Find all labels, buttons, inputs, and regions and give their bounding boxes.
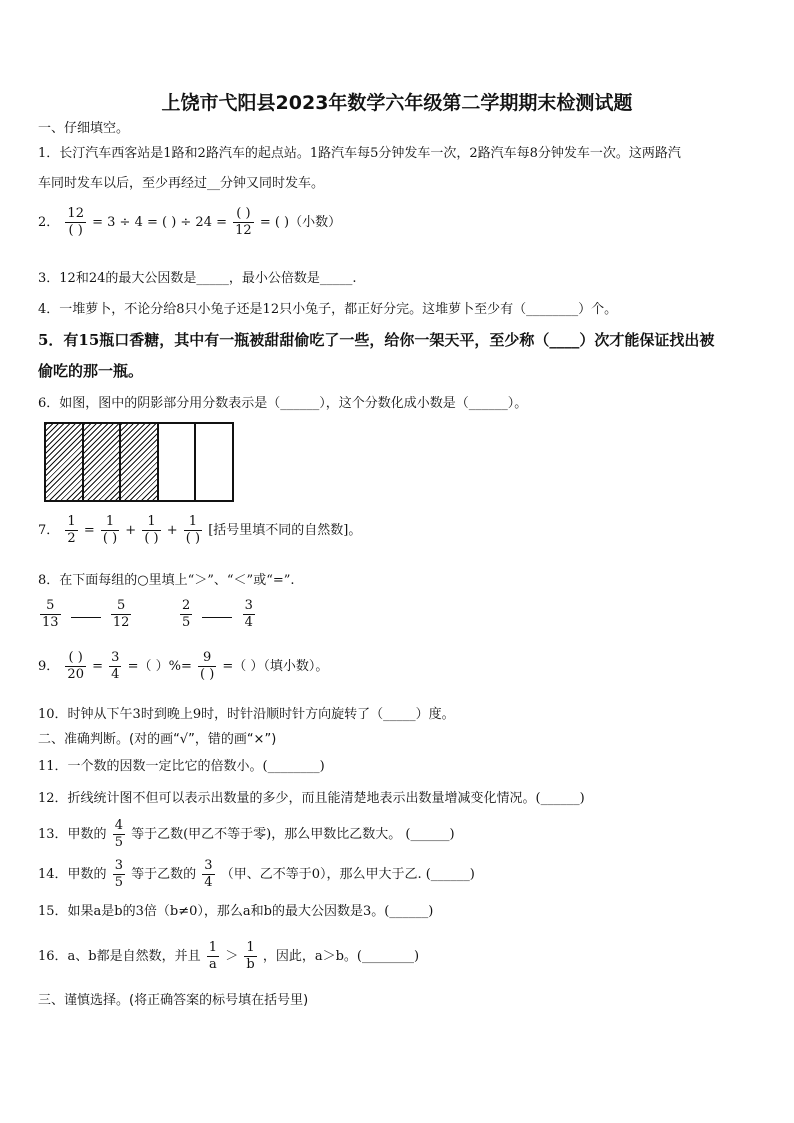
question-1-line-1: 1．长汀汽车西客站是1路和2路汽车的起点站。1路汽车每5分钟发车一次，2路汽车每8分钟发车一次。这两路汽 [38,146,681,161]
denominator: 5 [114,835,123,850]
section-3-heading: 三、谨慎选择。(将正确答案的标号填在括号里) [38,993,309,1008]
denominator: ( ) [144,531,159,546]
question-12: 12．折线统计图不但可以表示出数量的多少，而且能清楚地表示出数量增减变化情况。(______) [38,791,585,806]
comparison-pair-1 [38,598,133,631]
answer-blank[interactable] [71,617,101,618]
fraction [207,940,219,973]
shaded-part [84,424,122,500]
page-title: 上饶市弋阳县2023年数学六年级第二学期期末检测试题 [161,92,633,114]
fraction [111,598,132,631]
denominator: 4 [204,875,213,890]
question-10: 10．时钟从下午3时到晚上9时，时针沿顺时针方向旋转了（_____）度。 [38,707,455,722]
denominator: 5 [182,615,191,630]
question-15: 15．如果a是b的3倍（b≠0），那么a和b的最大公因数是3。(______) [38,904,434,919]
question-9-number: 9． [38,659,60,674]
denominator: 12 [235,223,252,238]
unshaded-part [159,424,197,500]
greater-than-sign: ＞ [225,949,239,964]
numerator: 5 [40,598,61,615]
question-8: 8．在下面每组的○里填上“＞”、“＜”或“=”. [38,573,295,588]
fraction [198,650,216,683]
fraction [65,206,86,239]
numerator: 4 [114,818,123,833]
answer-blank[interactable] [202,617,232,618]
fraction [142,514,160,547]
question-13-tail: 等于乙数(甲乙不等于零)，那么甲数比乙数大。 (______) [131,827,455,842]
shaded-part [121,424,159,500]
shaded-part [46,424,84,500]
numerator: 3 [111,650,120,665]
fraction [184,514,202,547]
fraction [113,858,125,891]
denominator: ( ) [199,667,215,682]
question-13-start: 13．甲数的 [38,827,107,842]
section-2-heading: 二、准确判断。(对的画“√”，错的画“×”) [38,732,277,747]
unshaded-part [196,424,232,500]
question-5-line-1: 5．有15瓶口香糖，其中有一瓶被甜甜偷吃了一些，给你一架天平，至少称（____）次才能保证找出被 [38,331,715,349]
fraction [244,940,256,973]
fraction [40,598,61,631]
section-1-heading: 一、仔细填空。 [38,121,130,136]
fraction [113,818,125,851]
question-1-line-2: 车同时发车以后，至少再经过__分钟又同时发车。 [38,176,325,191]
fraction [243,598,255,631]
question-7-tail: [括号里填不同的自然数]。 [208,523,362,538]
denominator: 13 [42,615,59,630]
numerator: 2 [182,598,191,613]
numerator: 1 [142,514,160,531]
question-9-tail: =（ ）（填小数）。 [222,659,329,674]
question-2-middle: = 3 ÷ 4 = ( ) ÷ 24 = [92,215,227,230]
question-14-tail: （甲、乙不等于0），那么甲大于乙. (______) [220,867,475,882]
question-14 [38,858,475,891]
denominator: 12 [112,615,130,630]
denominator: 4 [111,667,120,682]
denominator: 4 [244,615,253,630]
fraction [65,514,77,547]
numerator: 1 [244,940,256,957]
fraction [202,858,214,891]
question-16-tail: ，因此，a＞b。(________) [262,949,420,964]
numerator: ( ) [65,650,86,667]
denominator: ( ) [68,223,83,238]
numerator: 9 [198,650,216,667]
numerator: 3 [114,858,123,873]
denominator: 2 [67,531,76,546]
question-14-middle: 等于乙数的 [131,867,197,882]
fraction [65,650,86,683]
denominator: b [246,957,255,972]
numerator: 1 [184,514,202,531]
fraction [233,206,254,239]
comparison-pair-2 [178,598,257,631]
question-16 [38,940,419,973]
numerator: 1 [101,514,119,531]
question-9-middle: =（ ）%= [127,659,192,674]
question-3: 3．12和24的最大公因数是_____，最小公倍数是_____. [38,271,357,286]
numerator: 3 [204,858,213,873]
numerator: 3 [244,598,253,613]
question-2 [38,206,341,239]
fraction [180,598,192,631]
question-2-tail: = ( )（小数） [259,215,342,230]
shaded-fraction-figure [44,422,234,502]
denominator: 20 [67,667,84,682]
question-7: 7． $\frac{1}{2}$ = $\frac{1}{( )}$ + $\frac{1}{( )}$ + $\frac{1}{( )}$ [括号里填不同的自然数]。 [38,514,362,546]
fraction [109,650,121,683]
question-9: 9． $\frac{( )}{20}$ = $\frac{3}{4}$ =（ ）%= $\frac{9}{( )}$ =（ ）（填小数）。 [38,650,329,682]
denominator: 5 [114,875,123,890]
numerator: 1 [208,940,218,955]
question-5-line-2: 偷吃的那一瓶。 [38,362,144,380]
numerator: 12 [67,206,84,221]
question-6: 6．如图，图中的阴影部分用分数表示是（______），这个分数化成小数是（______）。 [38,396,528,411]
question-16-start: 16．a、b都是自然数，并且 [38,949,201,964]
denominator: ( ) [102,531,118,546]
denominator: a [209,957,217,972]
denominator: ( ) [185,531,201,546]
numerator: 1 [67,514,76,529]
question-4: 4．一堆萝卜，不论分给8只小兔子还是12只小兔子，都正好分完。这堆萝卜至少有（________）个。 [38,302,618,317]
question-13 [38,818,455,851]
numerator: ( ) [233,206,254,223]
question-14-start: 14．甲数的 [38,867,107,882]
question-7-number: 7． [38,523,60,538]
question-11: 11．一个数的因数一定比它的倍数小。(________) [38,759,325,774]
fraction [101,514,119,547]
question-2-number: 2． [38,215,60,230]
numerator: 5 [111,598,132,615]
